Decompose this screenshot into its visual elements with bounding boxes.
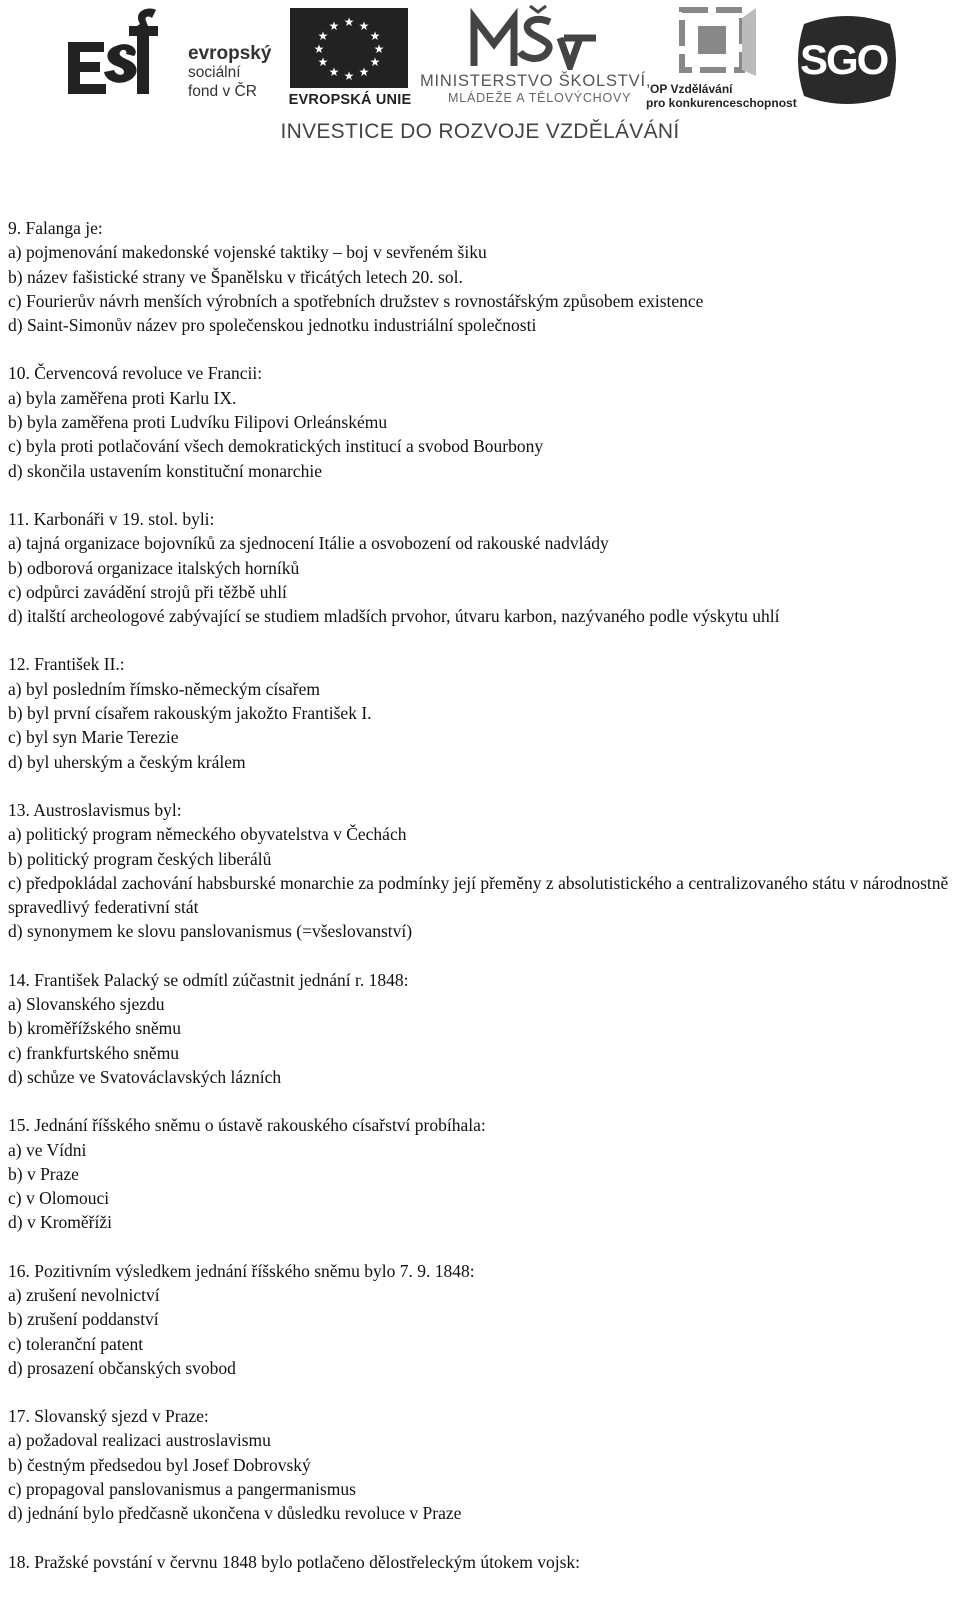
- esf-line3: fond v ČR: [188, 83, 257, 100]
- msmt-line2: MLÁDEŽE A TĚLOVÝCHOVY: [448, 91, 632, 105]
- eu-logo: [288, 8, 412, 108]
- svg-text:★: ★: [328, 65, 340, 79]
- svg-text:★: ★: [358, 19, 370, 33]
- question-text: 15. Jednání říšského sněmu o ústavě rakouského císařství probíhala:: [8, 1115, 486, 1136]
- answer-option: a) byla zaměřena proti Karlu IX.: [8, 387, 237, 408]
- answer-option: c) Fourierův návrh menších výrobních a spotřebních družstev s rovnostářským způsobem existence: [8, 290, 704, 311]
- answer-option: a) ve Vídni: [8, 1139, 87, 1160]
- answer-option: d) byl uherským a českým králem: [8, 751, 246, 772]
- answer-option: d) jednání bylo předčasně ukončena v důsledku revoluce v Praze: [8, 1503, 462, 1524]
- answer-option: c) propagoval panslovanismus a pangermanismus: [8, 1479, 356, 1500]
- answer-option: c) frankfurtského sněmu: [8, 1042, 180, 1063]
- answer-option: b) zrušení poddanství: [8, 1309, 159, 1330]
- answer-option: b) byl první císařem rakouským jakožto František I.: [8, 703, 372, 724]
- eu-flag-icon: [290, 8, 408, 88]
- question-block: [8, 507, 953, 628]
- answer-option: d) synonymem ke slovu panslovanismus (=všeslovanství): [8, 921, 413, 942]
- answer-option: a) byl posledním římsko-německým císařem: [8, 678, 321, 699]
- answer-option: b) politický program českých liberálů: [8, 848, 272, 869]
- question-text: 12. František II.:: [8, 654, 125, 675]
- answer-option: a) Slovanského sjezdu: [8, 994, 165, 1015]
- svg-text:★: ★: [358, 65, 370, 79]
- question-text: 17. Slovanský sjezd v Praze:: [8, 1406, 209, 1427]
- question-text: 10. Červencová revoluce ve Francii:: [8, 363, 263, 384]
- answer-option: c) byl syn Marie Terezie: [8, 727, 179, 748]
- svg-text:★: ★: [328, 19, 340, 33]
- question-text: 18. Pražské povstání v červnu 1848 bylo potlačeno dělostřeleckým útokem vojsk:: [8, 1551, 581, 1572]
- question-text: 13. Austroslavismus byl:: [8, 799, 182, 820]
- answer-option: c) předpokládal zachování habsburské monarchie za podmínky její přeměny z absolutistického a centralizovaného státu v národnostně spravedlivý federativní stát: [8, 872, 949, 918]
- question-block: [8, 798, 953, 944]
- question-block: [8, 652, 953, 773]
- question-block: [8, 216, 953, 337]
- answer-option: a) politický program německého obyvatelstva v Čechách: [8, 824, 407, 845]
- svg-text:★: ★: [317, 29, 329, 43]
- sgo-logo: [794, 14, 900, 106]
- svg-text:★: ★: [369, 29, 381, 43]
- header-tagline: INVESTICE DO ROZVOJE VZDĚLÁVÁNÍ: [280, 120, 680, 143]
- esf-line1: evropský: [188, 43, 272, 64]
- svg-text:★: ★: [369, 55, 381, 69]
- msmt-mark-icon: [460, 4, 600, 70]
- eu-label: EVROPSKÁ UNIE: [288, 92, 412, 108]
- answer-option: d) prosazení občanských svobod: [8, 1357, 236, 1378]
- svg-text:★: ★: [343, 69, 355, 83]
- question-block: [8, 1259, 953, 1380]
- svg-text:★: ★: [313, 42, 325, 56]
- question-block: [8, 1550, 953, 1574]
- esf-logo-icon: [60, 6, 180, 104]
- op-line1: OP Vzdělávání: [650, 82, 733, 96]
- question-text: 11. Karbonáři v 19. stol. byli:: [8, 508, 215, 529]
- answer-option: b) byla zaměřena proti Ludvíku Filipovi Orleánskému: [8, 412, 388, 433]
- question-text: 14. František Palacký se odmítl zúčastnit jednání r. 1848:: [8, 969, 409, 990]
- logo-header: [0, 0, 960, 160]
- question-text: 9. Falanga je:: [8, 218, 103, 238]
- question-text: 16. Pozitivním výsledkem jednání říšského sněmu bylo 7. 9. 1848:: [8, 1260, 475, 1281]
- answer-option: b) odborová organizace italských horníků: [8, 557, 300, 578]
- sgo-label: SGO: [800, 36, 888, 83]
- answer-option: d) schůze ve Svatováclavských lázních: [8, 1066, 282, 1087]
- answer-option: c) toleranční patent: [8, 1333, 144, 1354]
- question-block: [8, 1404, 953, 1525]
- answer-option: b) název fašistické strany ve Španělsku v třicátých letech 20. sol.: [8, 266, 463, 287]
- question-list: [8, 216, 953, 1598]
- svg-text:★: ★: [373, 42, 385, 56]
- answer-option: b) v Praze: [8, 1163, 79, 1184]
- question-block: [8, 361, 953, 482]
- answer-option: d) skončila ustavením konstituční monarchie: [8, 460, 322, 481]
- answer-option: d) v Kroměříži: [8, 1212, 112, 1233]
- answer-option: b) čestným předsedou byl Josef Dobrovský: [8, 1454, 311, 1475]
- answer-option: a) pojmenování makedonské vojenské taktiky – boj v sevřeném šiku: [8, 242, 487, 263]
- msmt-line1: MINISTERSTVO ŠKOLSTVÍ,: [420, 72, 652, 90]
- answer-option: b) kroměřížského sněmu: [8, 1018, 182, 1039]
- op-logo: [646, 6, 797, 110]
- question-block: [8, 968, 953, 1089]
- answer-option: d) italští archeologové zabývající se studiem mladších prvohor, útvaru karbon, nazývaného podle výskytu uhlí: [8, 606, 780, 627]
- answer-option: a) zrušení nevolnictví: [8, 1284, 160, 1305]
- op-mark-icon: [676, 6, 758, 80]
- svg-text:★: ★: [343, 15, 355, 29]
- answer-option: c) byla proti potlačování všech demokratických institucí a svobod Bourbony: [8, 436, 544, 457]
- msmt-logo: [418, 4, 652, 108]
- esf-logo-text: [188, 44, 271, 101]
- answer-option: a) požadoval realizaci austroslavismu: [8, 1430, 271, 1451]
- svg-text:★: ★: [317, 55, 329, 69]
- op-line2: pro konkurenceschopnost: [646, 96, 797, 110]
- answer-option: c) odpůrci zavádění strojů při těžbě uhlí: [8, 581, 287, 602]
- answer-option: d) Saint-Simonův název pro společenskou jednotku industriální společnosti: [8, 315, 537, 336]
- question-block: [8, 1113, 953, 1234]
- answer-option: c) v Olomouci: [8, 1188, 110, 1209]
- answer-option: a) tajná organizace bojovníků za sjednocení Itálie a osvobození od rakouské nadvlády: [8, 533, 609, 554]
- esf-line2: sociální: [188, 64, 241, 81]
